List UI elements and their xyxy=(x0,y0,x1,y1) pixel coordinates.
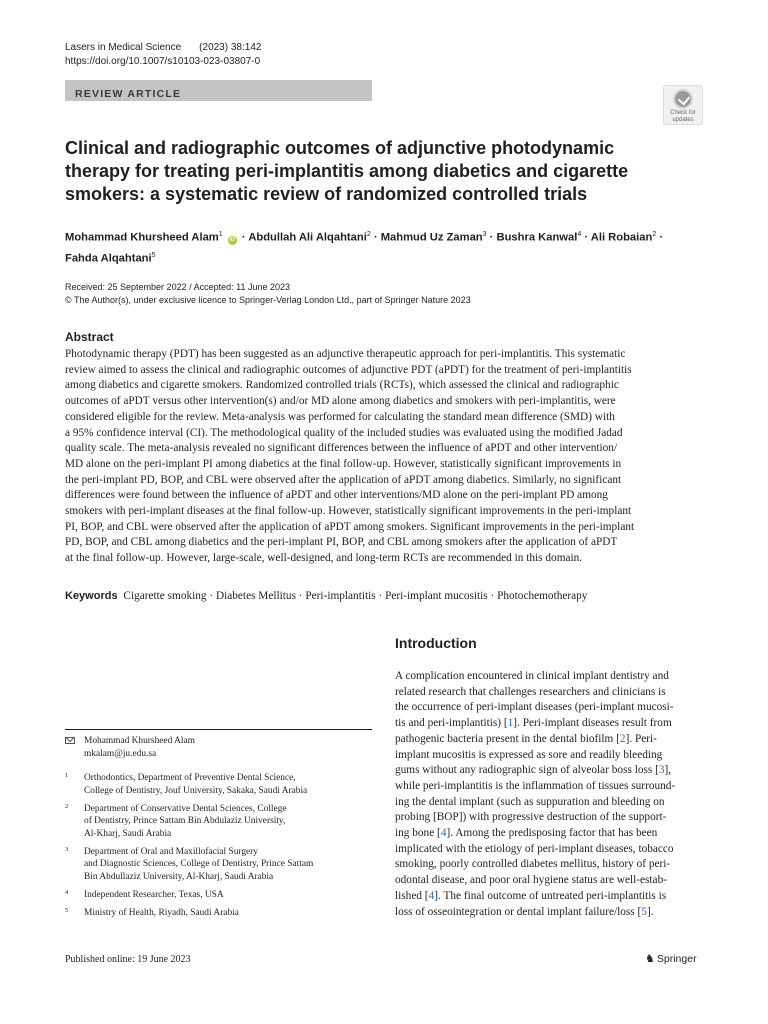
keywords-list: Cigarette smoking · Diabetes Mellitus · Peri-implantitis · Peri-implant mucositis · Photochemotherapy xyxy=(123,590,588,602)
citation-link[interactable]: 2 xyxy=(619,732,626,745)
check-updates-icon xyxy=(673,89,693,109)
affiliation-line: Department of Oral and Maxillofacial Surgery xyxy=(84,846,258,857)
keywords-heading: Keywords xyxy=(65,590,118,602)
abstract-body xyxy=(65,347,702,567)
introduction-line: implant mucositis is expressed as sore and readily bleeding xyxy=(395,748,663,761)
abstract-line: differences were found between the influence of aPDT and other interventions/MD alone on the peri-implant PD among xyxy=(65,489,608,502)
affiliation-line: of Dentistry, Prince Sattam Bin Abdulaziz University, xyxy=(84,816,286,827)
author-affil-ref: 1 xyxy=(218,231,223,238)
copyright-notice: © The Author(s), under exclusive licence to Springer-Verlag London Ltd., part of Springer Nature 2023 xyxy=(65,295,471,305)
received-accepted-dates: Received: 25 September 2022 / Accepted: 11 June 2023 xyxy=(65,282,290,292)
publisher-logo xyxy=(645,952,697,965)
abstract-line: the peri-implant PD, BOP, and CBL were observed after the application of aPDT among diabetics. Similarly, no significant xyxy=(65,473,622,486)
affiliation-line: Bin Abdullaziz University, Al-Kharj, Saudi Arabia xyxy=(84,871,274,882)
publisher-name: Springer xyxy=(656,953,697,965)
affiliation-number: 5 xyxy=(65,906,69,914)
introduction-line: lished [4]. The final outcome of untreated peri-implantitis is xyxy=(395,889,667,902)
abstract-heading: Abstract xyxy=(65,330,114,344)
affiliation-item xyxy=(65,772,372,797)
title-line: therapy for treating peri‑implantitis among diabetics and cigarette xyxy=(65,161,629,181)
affiliation-number: 1 xyxy=(65,772,69,779)
citation-link[interactable]: 1 xyxy=(507,717,514,730)
abstract-line: quality scale. The meta-analysis revealed no significant differences between the influence of aPDT and other intervention/ xyxy=(65,442,618,455)
affiliation-line: College of Dentistry, Jouf University, Sakaka, Saudi Arabia xyxy=(84,785,308,796)
springer-horse-icon: ♞ xyxy=(645,953,655,965)
citation-link[interactable]: 3 xyxy=(658,764,665,777)
doi-link[interactable]: https://doi.org/10.1007/s10103-023-03807-0 xyxy=(65,56,261,67)
footnote-divider xyxy=(65,729,372,730)
citation-link[interactable]: 5 xyxy=(641,905,647,918)
introduction-line: implicated with the etiology of peri-implant diseases, tobacco xyxy=(395,842,674,855)
abstract-line: outcomes of aPDT versus other intervention(s) and/or MD alone among diabetics and smokers with peri-implantitis, were xyxy=(65,395,616,408)
abstract-line: considered eligible for the review. Meta-analysis was performed for calculating the standard mean difference (SMD) with xyxy=(65,410,615,423)
author-affil-ref: 2 xyxy=(652,231,657,238)
journal-volume: (2023) 38:142 xyxy=(199,42,262,53)
journal-citation xyxy=(65,41,261,55)
author-name[interactable]: Bushra Kanwal xyxy=(496,231,578,244)
abstract-line: review aimed to assess the clinical and radiographic outcomes of adjunctive PDT (aPDT) for the treatment of peri-implantitis xyxy=(65,363,632,376)
article-type-banner xyxy=(65,80,372,101)
author-affil-ref: 5 xyxy=(151,251,156,259)
affiliation-number: 3 xyxy=(65,845,69,853)
affiliation-line: and Diagnostic Sciences, College of Dentistry, Prince Sattam xyxy=(84,859,314,870)
introduction-line: ing bone [4]. Among the predisposing factor that has been xyxy=(395,827,658,840)
affiliation-item xyxy=(65,803,372,841)
introduction-line: while peri-implantitis is the inflammation of tissues surround- xyxy=(395,779,676,792)
introduction-body xyxy=(395,669,703,920)
abstract-line: PI, BOP, and CBL were observed after the application of aPDT among smokers. Significant improvements in the peri-implant xyxy=(65,520,635,533)
author-affil-ref: 2 xyxy=(366,231,371,238)
abstract-line: Photodynamic therapy (PDT) has been suggested as an adjunctive therapeutic approach for peri-implantitis. This systematic xyxy=(65,348,626,360)
introduction-line: ing the dental implant (such as suppuration and bleeding on xyxy=(395,795,665,808)
envelope-icon xyxy=(65,737,75,744)
abstract-line: at the final follow-up. However, large-scale, well-designed, and long-term RCTs are recommended in this domain. xyxy=(65,552,583,565)
introduction-line: A complication encountered in clinical implant dentistry and xyxy=(395,670,669,682)
corresponding-author-name: Mohammad Khursheed Alam xyxy=(84,736,195,746)
abstract-line: MD alone on the peri-implant PI among diabetics at the final follow-up. However, statistically significant improvements in xyxy=(65,457,622,470)
corresponding-author-email[interactable]: mkalam@ju.edu.sa xyxy=(84,748,157,759)
abstract-line: among diabetics and cigarette smokers. Randomized controlled trials (RCTs), which assessed the clinical and radiographic xyxy=(65,379,619,392)
affiliation-line: Independent Researcher, Texas, USA xyxy=(84,889,224,900)
citation-link[interactable]: 4 xyxy=(428,889,435,902)
published-online-date: Published online: 19 June 2023 xyxy=(65,954,191,965)
check-for-updates-button[interactable] xyxy=(663,85,703,125)
check-updates-label: Check for updates xyxy=(670,110,696,123)
corresponding-author xyxy=(65,735,195,760)
affiliation-line: Orthodontics, Department of Preventive Dental Science, xyxy=(84,773,296,783)
introduction-line: odontal disease, and poor oral hygiene status are well-estab- xyxy=(395,874,667,887)
author-affil-ref: 3 xyxy=(482,231,487,238)
introduction-line: gums without any radiographic sign of alveolar boss loss [3], xyxy=(395,764,672,777)
author-list: Mohammad Khursheed Alam$^1$ iD · Abdullah Ali Alqahtani$^2$ · Mahmud Uz Zaman$^3$ · Bushra Kanwal$^4$ · Ali Robaian$^2$ · Fahda Alqahtani$^5$ xyxy=(65,231,664,265)
author-name[interactable]: Ali Robaian xyxy=(590,231,653,244)
keywords xyxy=(65,589,587,604)
introduction-line: tis and peri-implantitis) [1]. Peri-implant diseases result from xyxy=(395,717,672,730)
affiliation-item xyxy=(65,846,372,884)
citation-link[interactable]: 4 xyxy=(440,827,447,840)
author-name[interactable]: Mahmud Uz Zaman xyxy=(380,231,483,244)
introduction-line: related research that challenges researchers and clinicians is xyxy=(395,685,666,698)
introduction-line: pathogenic bacteria present in the dental biofilm [2]. Peri- xyxy=(395,732,657,745)
affiliation-number: 2 xyxy=(65,802,69,810)
affiliation-line: Al-Kharj, Saudi Arabia xyxy=(84,828,172,839)
introduction-line: smoking, poorly controlled diabetes mellitus, history of peri- xyxy=(395,858,671,871)
article-type-label: REVIEW ARTICLE xyxy=(75,88,182,100)
introduction-line: probing [BOP]) with progressive destruction of the support- xyxy=(395,811,667,824)
journal-name: Lasers in Medical Science xyxy=(65,42,182,53)
introduction-heading: Introduction xyxy=(395,635,477,651)
introduction-line: loss of osseointegration or dental implant failure/loss [5]. xyxy=(395,905,654,918)
author-name[interactable]: Abdullah Ali Alqahtani xyxy=(248,231,367,244)
affiliation-item xyxy=(65,889,372,902)
affiliations-list xyxy=(65,772,372,925)
affiliation-item xyxy=(65,907,372,920)
author-affil-ref: 4 xyxy=(577,231,582,238)
author-name[interactable]: Mohammad Khursheed Alam xyxy=(65,231,219,244)
affiliation-number: 4 xyxy=(65,888,69,896)
abstract-line: smokers with peri-implant diseases at the final follow-up. However, statistically significant improvements in the peri-implant xyxy=(65,505,632,518)
title-line: Clinical and radiographic outcomes of adjunctive photodynamic xyxy=(65,138,615,158)
affiliation-line: Ministry of Health, Riyadh, Saudi Arabia xyxy=(84,907,239,918)
affiliation-line: Department of Conservative Dental Sciences, College xyxy=(84,803,287,814)
author-name[interactable]: Fahda Alqahtani xyxy=(65,252,152,265)
article-title xyxy=(65,137,675,206)
introduction-line: the occurrence of peri-implant diseases (peri-implant mucosi- xyxy=(395,701,674,714)
title-line: smokers: a systematic review of randomized controlled trials xyxy=(65,184,588,204)
orcid-icon[interactable]: iD xyxy=(229,236,236,243)
abstract-line: PD, BOP, and CBL among diabetics and the peri-implant PI, BOP, and CBL among smokers after the application of aPDT xyxy=(65,536,618,549)
abstract-line: a 95% confidence interval (CI). The methodological quality of the included studies was evaluated using the modified Jadad xyxy=(65,426,623,439)
